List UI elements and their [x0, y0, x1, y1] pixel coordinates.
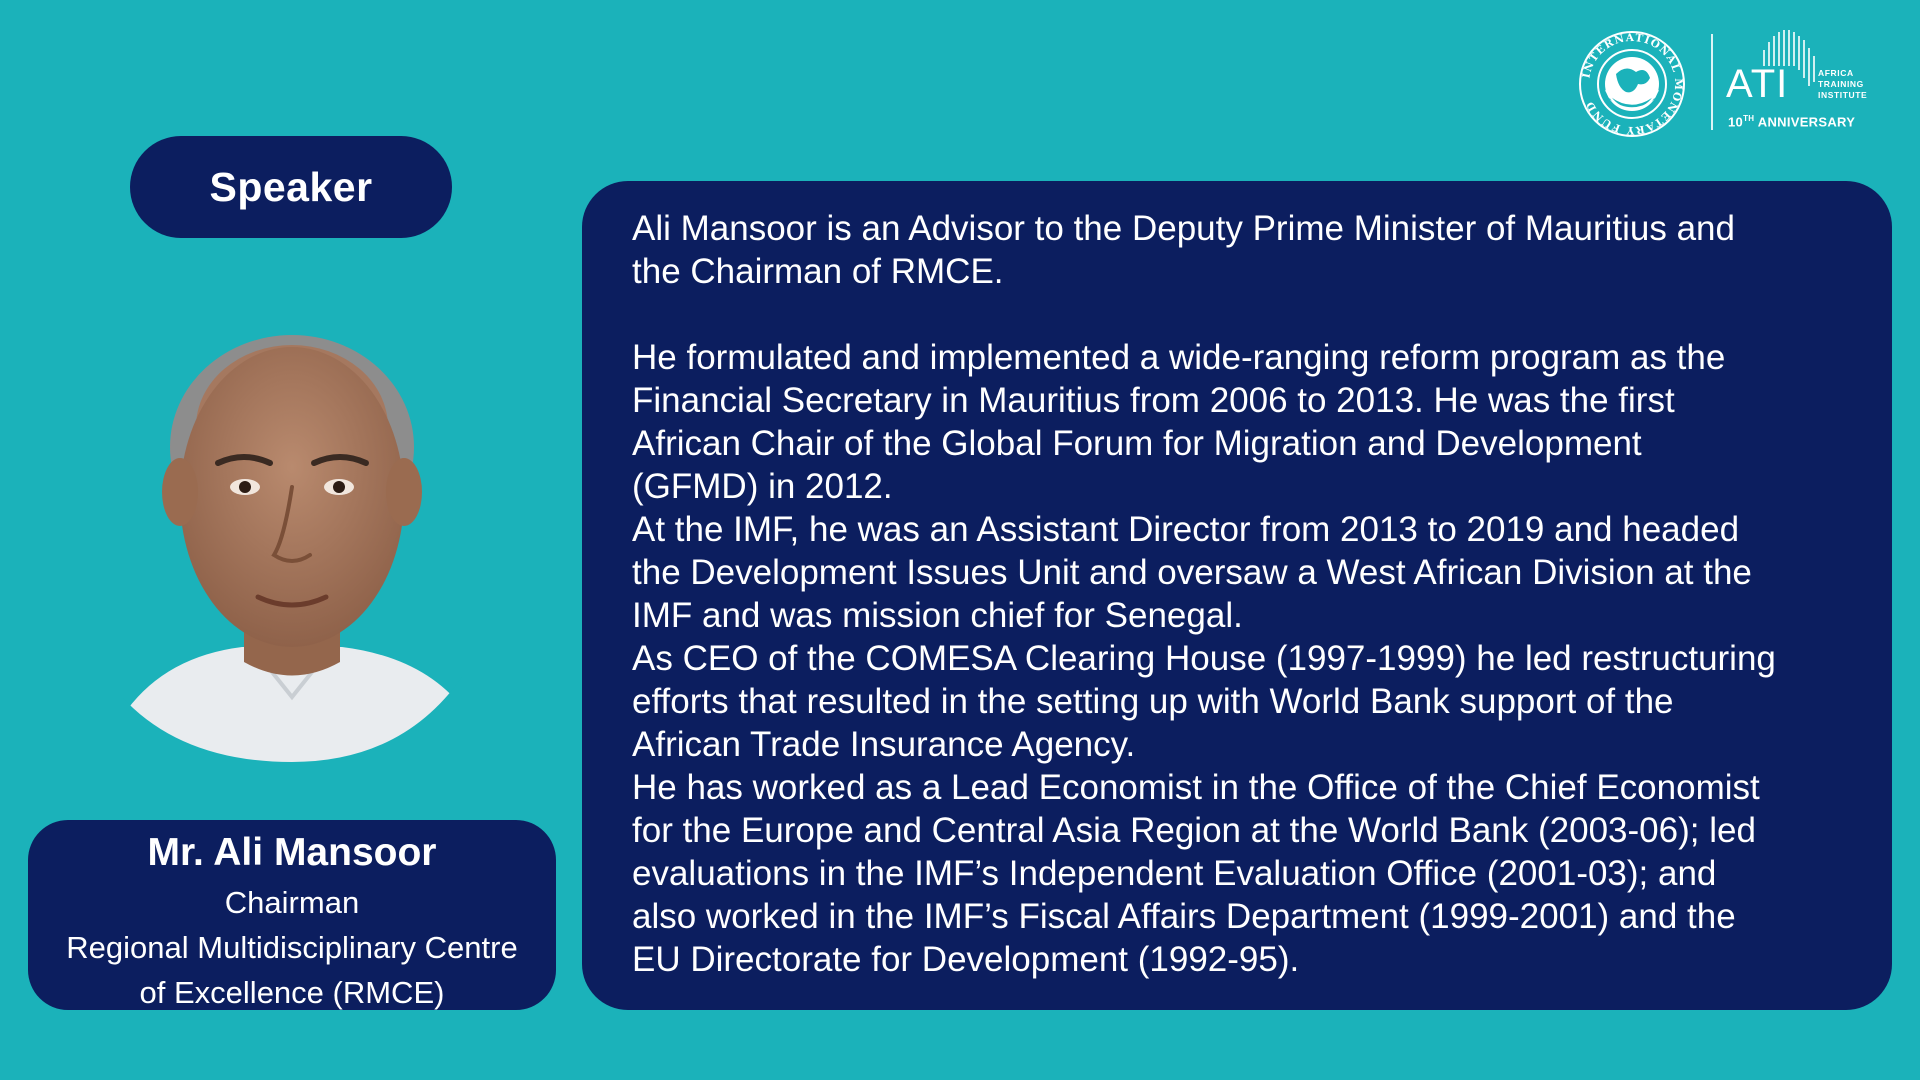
- imf-seal-icon: [1576, 28, 1692, 138]
- logo-divider: [1711, 34, 1713, 130]
- bio-line: African Chair of the Global Forum for Migration and Development: [632, 424, 1642, 463]
- speaker-organization-line: Regional Multidisciplinary Centre: [66, 930, 518, 965]
- speaker-portrait: [122, 317, 462, 762]
- logo-area: [1576, 28, 1896, 138]
- speaker-label: Speaker: [130, 136, 452, 238]
- ati-subtitle-line: TRAINING: [1818, 79, 1864, 89]
- bio-line: Ali Mansoor is an Advisor to the Deputy Prime Minister of Mauritius and: [632, 209, 1735, 248]
- anniversary-word: ANNIVERSARY: [1757, 114, 1856, 130]
- imf-logo-text: INTERNATIONAL MONETARY FUND: [1580, 31, 1685, 137]
- ati-subtitle: [1818, 68, 1867, 101]
- anniversary-number: 10: [1728, 114, 1744, 130]
- bio-line: efforts that resulted in the setting up with World Bank support of the: [632, 682, 1674, 721]
- anniversary-suffix: TH: [1743, 114, 1755, 123]
- ati-subtitle-line: INSTITUTE: [1818, 90, 1868, 100]
- speaker-role: Chairman: [224, 885, 360, 920]
- bio-line: evaluations in the IMF’s Independent Evaluation Office (2001-03); and: [632, 854, 1717, 893]
- ati-logo: [1726, 28, 1896, 138]
- ati-subtitle-line: AFRICA: [1818, 68, 1854, 78]
- bio-line: EU Directorate for Development (1992-95).: [632, 940, 1300, 979]
- bio-line: the Chairman of RMCE.: [632, 252, 1004, 291]
- bio-line: African Trade Insurance Agency.: [632, 725, 1136, 764]
- bio-line: Financial Secretary in Mauritius from 2006 to 2013. He was the first: [632, 381, 1675, 420]
- speaker-organization-line: of Excellence (RMCE): [139, 975, 445, 1010]
- ati-logo-text: ATI: [1726, 62, 1789, 106]
- bio-line: the Development Issues Unit and oversaw a West African Division at the: [632, 553, 1752, 592]
- ati-anniversary: [1728, 114, 1855, 129]
- bio-line: for the Europe and Central Asia Region at the World Bank (2003-06); led: [632, 811, 1756, 850]
- speaker-name-card: [28, 820, 556, 1010]
- speaker-name: Mr. Ali Mansoor: [147, 831, 437, 874]
- speaker-bio-card: [582, 181, 1892, 1010]
- bio-line: IMF and was mission chief for Senegal.: [632, 596, 1243, 635]
- bio-line: (GFMD) in 2012.: [632, 467, 893, 506]
- bio-line: As CEO of the COMESA Clearing House (1997-1999) he led restructuring: [632, 639, 1776, 678]
- bio-line: also worked in the IMF’s Fiscal Affairs Department (1999-2001) and the: [632, 897, 1736, 936]
- bio-line: At the IMF, he was an Assistant Director from 2013 to 2019 and headed: [632, 510, 1740, 549]
- bio-line: He has worked as a Lead Economist in the Office of the Chief Economist: [632, 768, 1760, 807]
- bio-line: He formulated and implemented a wide-ranging reform program as the: [632, 338, 1726, 377]
